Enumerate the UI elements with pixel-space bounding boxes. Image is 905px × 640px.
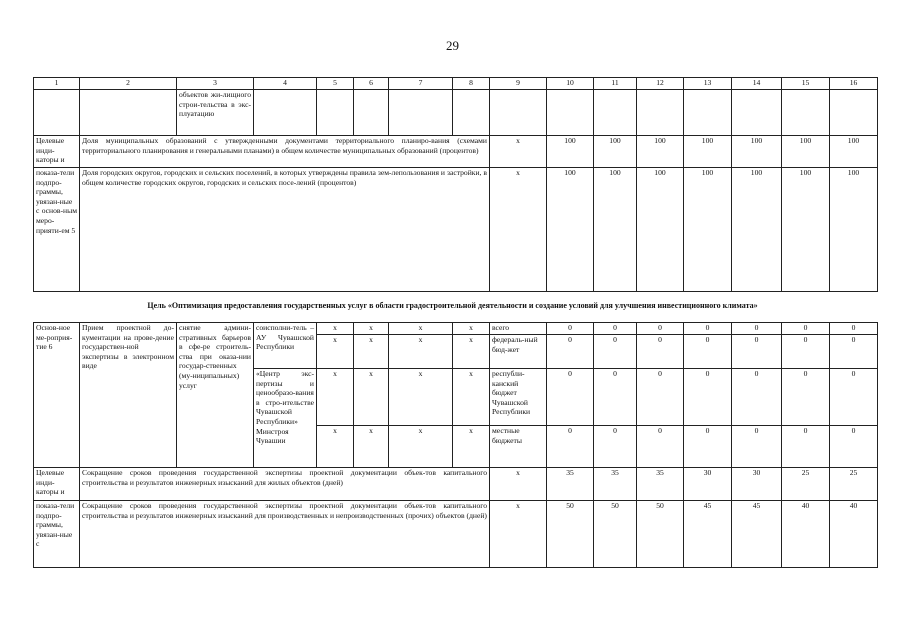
column-number: 11: [594, 78, 637, 90]
column-number-row: [34, 78, 878, 90]
value-cell: 100: [782, 136, 830, 168]
value-cell: 0: [594, 323, 637, 335]
row-label: Целевые инди-каторы и: [34, 468, 80, 501]
value-cell: 0: [547, 323, 594, 335]
value-cell: 100: [594, 168, 637, 292]
column-number: 12: [637, 78, 684, 90]
cell-x: х: [453, 335, 490, 369]
measure-description: Прием проектной до-кументации на прове-дение государствен-ной экспертизы в электронном виде: [80, 323, 177, 468]
cell-x: х: [354, 426, 389, 468]
value-cell: 0: [830, 335, 878, 369]
column-number: 13: [684, 78, 732, 90]
funding-row: [34, 323, 878, 335]
value-cell: 45: [684, 501, 732, 568]
value-cell: 0: [732, 335, 782, 369]
cell-x: х: [354, 369, 389, 426]
table-indicators-1: [33, 77, 878, 292]
value-cell: 100: [782, 168, 830, 292]
value-cell: 35: [637, 468, 684, 501]
cell-x: х: [389, 426, 453, 468]
value-cell: 100: [637, 168, 684, 292]
value-cell: 0: [594, 426, 637, 468]
value-cell: 100: [732, 136, 782, 168]
value-cell: 0: [830, 426, 878, 468]
value-cell: 100: [547, 136, 594, 168]
column-number: 16: [830, 78, 878, 90]
funding-source: всего: [490, 323, 547, 335]
value-cell: 100: [547, 168, 594, 292]
column-number: 8: [453, 78, 490, 90]
cell-x: х: [389, 369, 453, 426]
cell-x: х: [389, 335, 453, 369]
value-cell: 100: [684, 168, 732, 292]
row-label: показа-тели подпро-граммы, увязан-ные с основ-ным меро-прияти-ем 5: [34, 168, 80, 292]
value-cell: 100: [684, 136, 732, 168]
indicator-row: [34, 136, 878, 168]
cell-x: х: [317, 323, 354, 335]
value-cell: 25: [830, 468, 878, 501]
value-cell: 30: [732, 468, 782, 501]
page-number: 29: [446, 38, 459, 53]
value-cell: 0: [637, 335, 684, 369]
indicator-row: [34, 468, 878, 501]
value-cell: 0: [684, 335, 732, 369]
value-cell: 50: [547, 501, 594, 568]
value-cell: 100: [830, 168, 878, 292]
executor-cell: соисполни-тель – АУ Чувашской Республики: [254, 323, 317, 369]
measure-label: Основ-ное ме-роприя-тие 6: [34, 323, 80, 468]
value-cell: 0: [684, 369, 732, 426]
column-number: 3: [177, 78, 254, 90]
value-cell: 40: [782, 501, 830, 568]
indicator-row: [34, 501, 878, 568]
value-cell: 100: [732, 168, 782, 292]
measure-goal: снятие админи-стративных барьеров в сфе-ре строитель-ства при оказа-нии государ-ственных (му-ниципальных) услуг: [177, 323, 254, 468]
indicator-text: Доля городских округов, городских и сельских поселений, в которых утверждены правила зем-лепользования и застройки, в общем количестве городских округов, городских и сельских посе-лений (процентов): [80, 168, 490, 292]
row-label: Целевые инди-каторы и: [34, 136, 80, 168]
funding-source: федераль-ный бюд-жет: [490, 335, 547, 369]
cell-x: х: [317, 335, 354, 369]
value-cell: 0: [547, 335, 594, 369]
indicator-row: [34, 168, 878, 292]
funding-source: местные бюджеты: [490, 426, 547, 468]
column-number: 4: [254, 78, 317, 90]
value-cell: 0: [732, 426, 782, 468]
column-number: 1: [34, 78, 80, 90]
value-cell: 0: [594, 369, 637, 426]
value-cell: 30: [684, 468, 732, 501]
cell-x: х: [490, 136, 547, 168]
value-cell: 0: [782, 426, 830, 468]
column-number: 6: [354, 78, 389, 90]
value-cell: 0: [637, 323, 684, 335]
cell-x: х: [354, 335, 389, 369]
indicator-text: Сокращение сроков проведения государственной экспертизы проектной документации объек-тов капитального строительства и результатов инженерных изысканий для жилых объектов (дней): [80, 468, 490, 501]
value-cell: 0: [547, 426, 594, 468]
value-cell: 100: [637, 136, 684, 168]
cell-x: х: [317, 369, 354, 426]
column-number: 7: [389, 78, 453, 90]
value-cell: 0: [594, 335, 637, 369]
indicator-text: Сокращение сроков проведения государственной экспертизы проектной документации объек-тов капитального строительства и результатов инженерных изысканий для производственных и непроизводственных (прочих) объектов (дней): [80, 501, 490, 568]
value-cell: 35: [547, 468, 594, 501]
value-cell: 0: [547, 369, 594, 426]
column-number: 2: [80, 78, 177, 90]
continuation-cell: объектов жи-лищного строи-тельства в экс-плуатацию: [177, 90, 254, 136]
value-cell: 40: [830, 501, 878, 568]
column-number: 15: [782, 78, 830, 90]
cell-x: х: [389, 323, 453, 335]
value-cell: 100: [594, 136, 637, 168]
column-number: 10: [547, 78, 594, 90]
value-cell: 0: [782, 335, 830, 369]
value-cell: 0: [684, 426, 732, 468]
cell-x: х: [354, 323, 389, 335]
cell-x: х: [453, 369, 490, 426]
value-cell: 25: [782, 468, 830, 501]
column-number: 9: [490, 78, 547, 90]
value-cell: 50: [594, 501, 637, 568]
executor-cell: «Центр экс-пертизы и ценообразо-вания в стро-ительстве Чувашской Республики» Минстроя Чувашии: [254, 369, 317, 468]
value-cell: 0: [637, 369, 684, 426]
cell-x: х: [490, 468, 547, 501]
cell-x: х: [317, 426, 354, 468]
value-cell: 0: [637, 426, 684, 468]
value-cell: 0: [732, 323, 782, 335]
value-cell: 0: [782, 369, 830, 426]
cell-x: х: [453, 323, 490, 335]
value-cell: 0: [830, 369, 878, 426]
value-cell: 0: [830, 323, 878, 335]
value-cell: 50: [637, 501, 684, 568]
table-measure-6: [33, 322, 878, 568]
cell-x: х: [490, 501, 547, 568]
continuation-row: [34, 90, 878, 136]
column-number: 5: [317, 78, 354, 90]
funding-source: республи-канский бюджет Чувашской Республики: [490, 369, 547, 426]
value-cell: 0: [732, 369, 782, 426]
value-cell: 100: [830, 136, 878, 168]
row-label: показа-тели подпро-граммы, увязан-ные с: [34, 501, 80, 568]
value-cell: 45: [732, 501, 782, 568]
cell-x: х: [490, 168, 547, 292]
indicator-text: Доля муниципальных образований с утвержденными документами территориального планиро-вания (схемами территориального планирования и генеральными планами) в общем количестве муниципальных образований (процентов): [80, 136, 490, 168]
value-cell: 0: [782, 323, 830, 335]
goal-title: Цель «Оптимизация предоставления государственных услуг в области градостроительной деятельности и создание условий для улучшения инвестиционного климата»: [147, 301, 758, 310]
value-cell: 0: [684, 323, 732, 335]
column-number: 14: [732, 78, 782, 90]
value-cell: 35: [594, 468, 637, 501]
cell-x: х: [453, 426, 490, 468]
